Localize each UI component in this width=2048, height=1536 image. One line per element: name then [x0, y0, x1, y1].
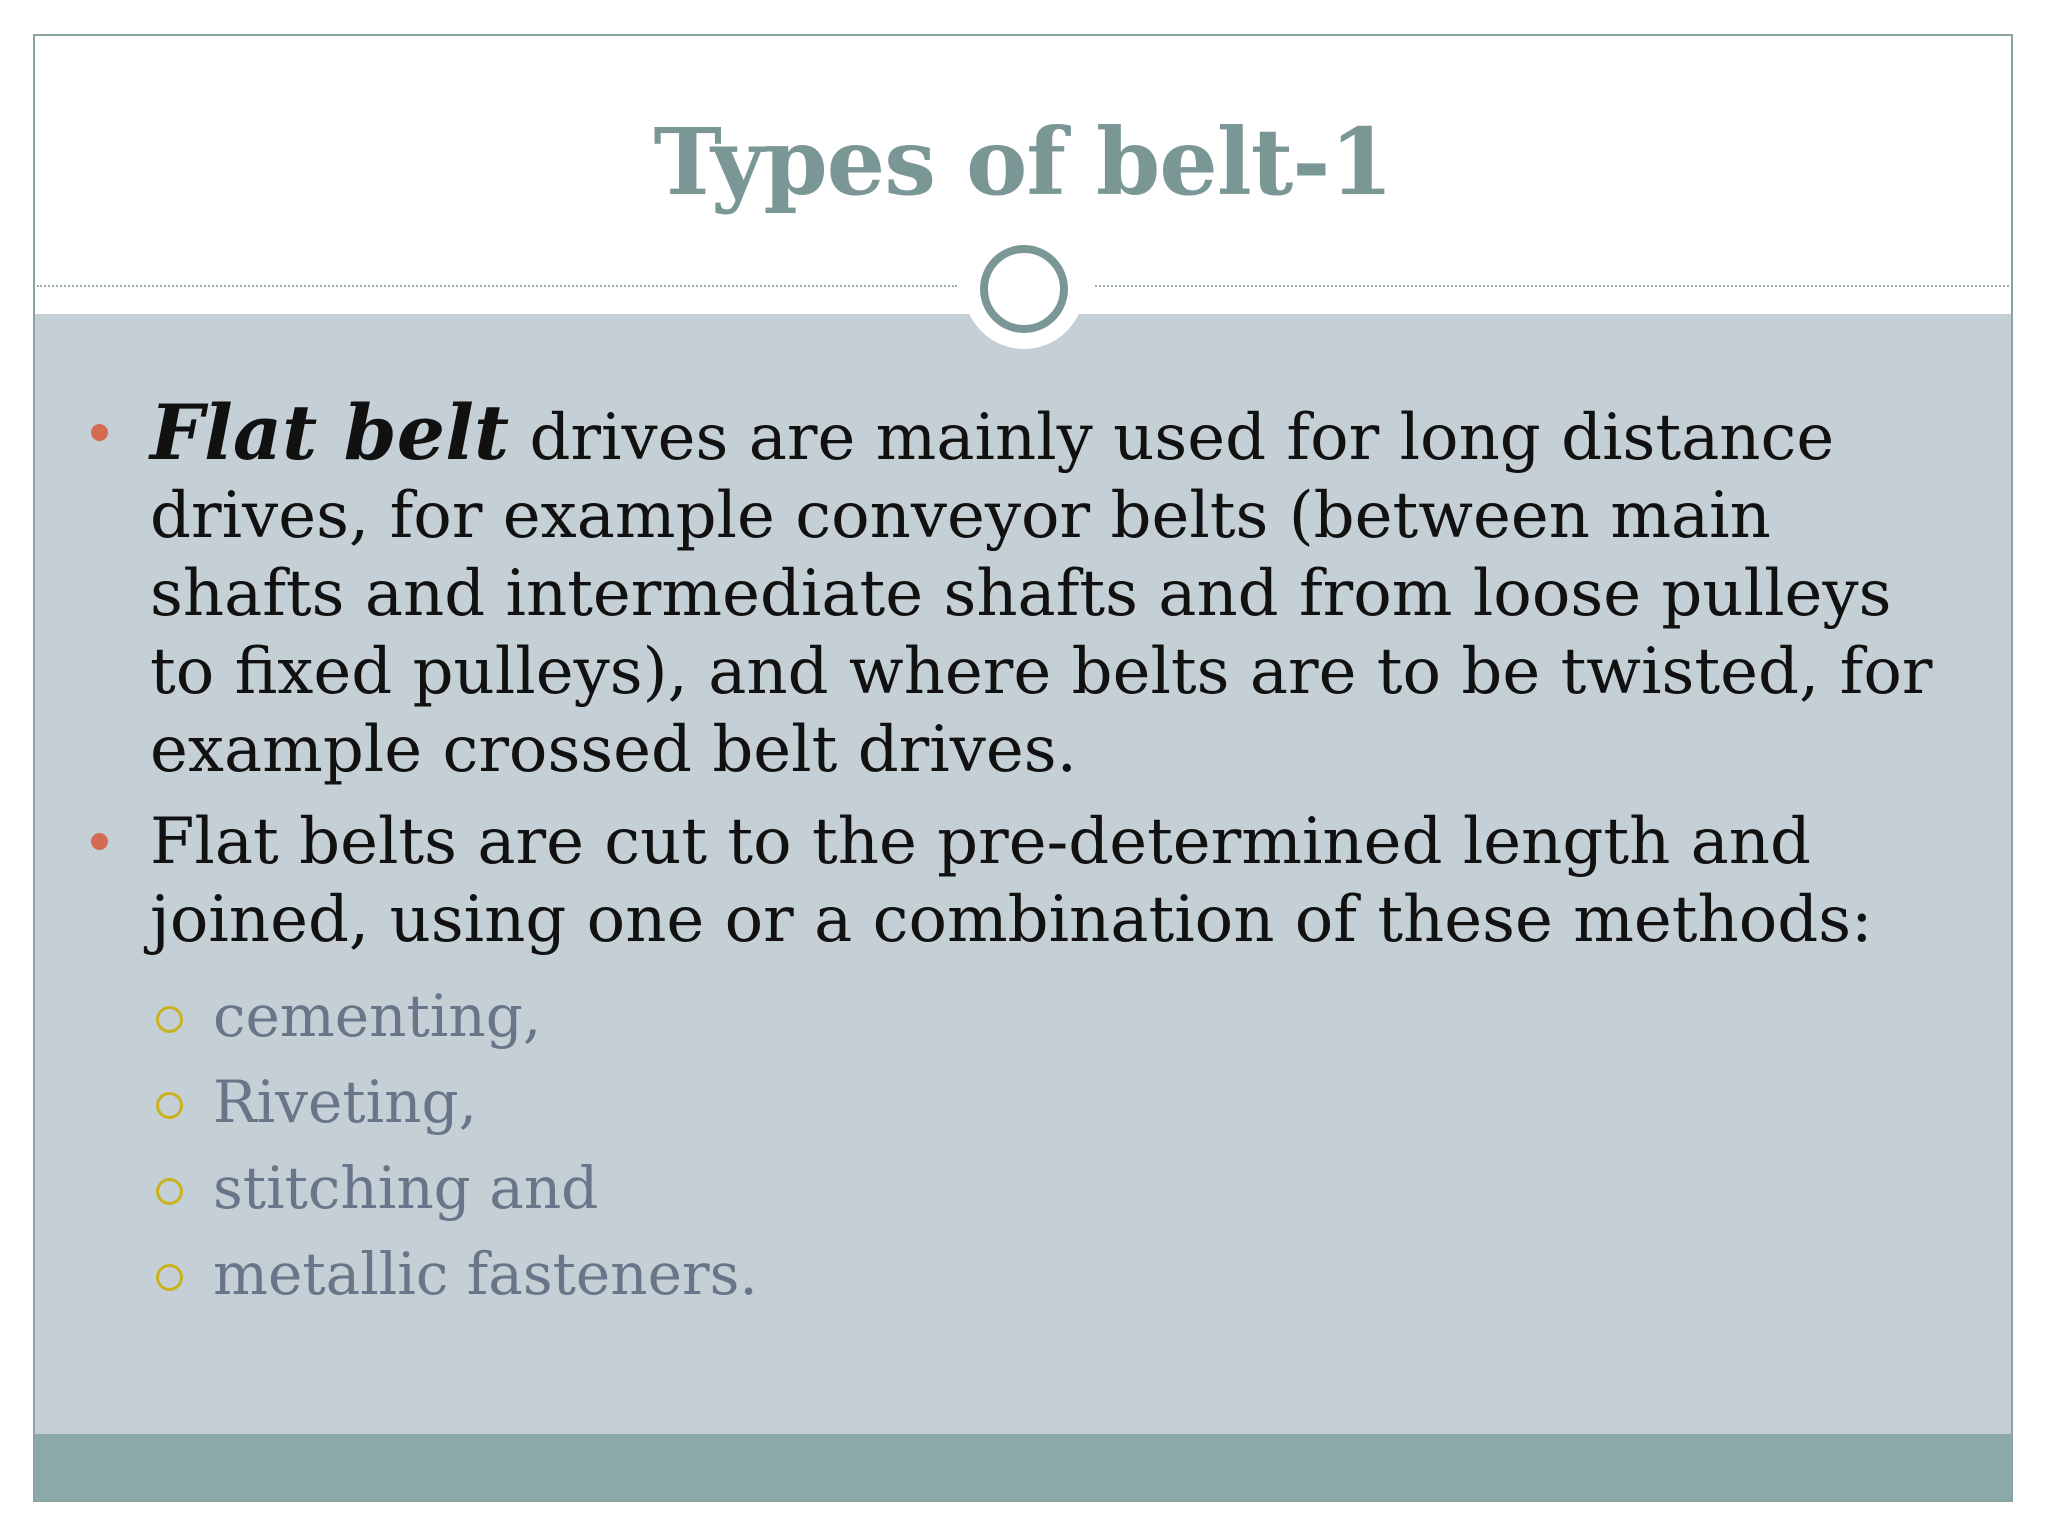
footer-bar: [35, 1434, 2011, 1502]
title-divider-right: [1095, 285, 2013, 287]
slide: [33, 34, 2013, 1502]
title-divider-left: [37, 285, 957, 287]
bullet-dot-icon: [91, 833, 108, 850]
bullet-list: [35, 388, 2011, 1317]
slide-title: Types of belt-1: [653, 108, 1393, 216]
sub-bullet-item: [35, 1059, 2011, 1145]
bullet-dot-icon: [91, 424, 108, 441]
sub-bullet-item: [35, 1145, 2011, 1231]
sub-bullet-text: cementing,: [213, 982, 542, 1050]
sub-bullet-text: Riveting,: [213, 1068, 478, 1136]
bullet-item-flat-belt: [35, 388, 2011, 789]
content-area: [35, 314, 2011, 1434]
bullet-lead-term: Flat belt: [150, 388, 510, 477]
hollow-circle-bullet-icon: [156, 1006, 183, 1033]
sub-bullet-text: metallic fasteners.: [213, 1240, 758, 1308]
bullet-text: Flat belts are cut to the pre-determined length and joined, using one or a combination of these methods:: [150, 805, 1873, 957]
circle-ornament-icon: [964, 229, 1084, 349]
sub-bullet-item: [35, 973, 2011, 1059]
sub-bullet-list: [35, 973, 2011, 1317]
sub-bullet-text: stitching and: [213, 1154, 599, 1222]
hollow-circle-bullet-icon: [156, 1264, 183, 1291]
bullet-item-joining-methods: [35, 803, 2011, 959]
hollow-circle-bullet-icon: [156, 1178, 183, 1205]
sub-bullet-item: [35, 1231, 2011, 1317]
hollow-circle-bullet-icon: [156, 1092, 183, 1119]
circle-ring: [980, 245, 1068, 333]
bullet-text: drives are mainly used for long distance drives, for example conveyor belts (between main shafts and intermediate shafts and from loose pulleys to fixed pulleys), and where belts are to be twisted, for example crossed belt drives.: [150, 401, 1933, 787]
